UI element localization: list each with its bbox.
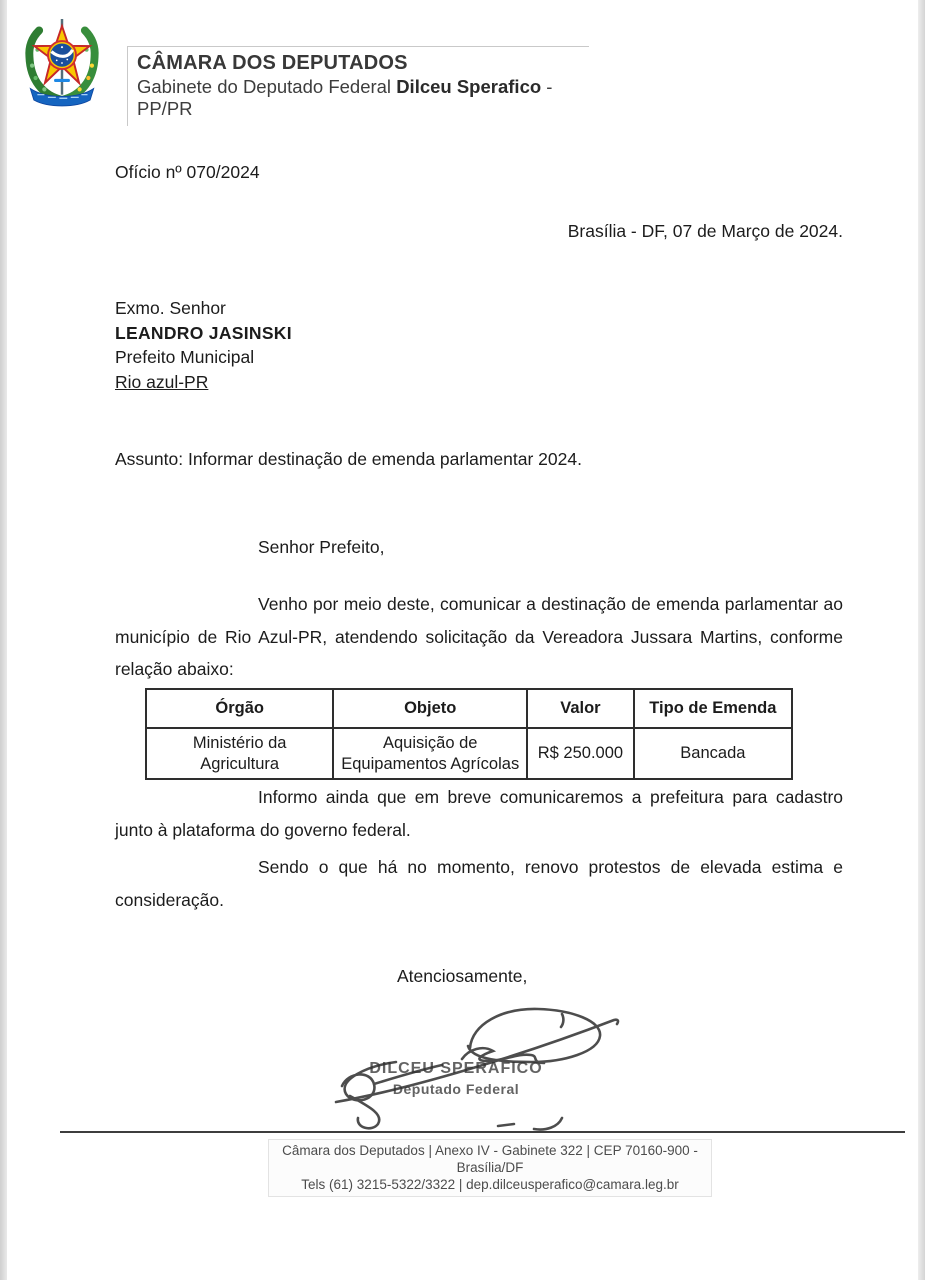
footer-line-2: Tels (61) 3215-5322/3322 | dep.dilceusperafico@camara.leg.br [301, 1177, 679, 1192]
office-line-prefix: Gabinete do Deputado Federal [137, 76, 397, 97]
dateline: Brasília - DF, 07 de Março de 2024. [567, 221, 843, 241]
footer-rule [60, 1131, 905, 1133]
page-edge-right [918, 0, 925, 1280]
body-paragraph-1: Venho por meio deste, comunicar a destinação de emenda parlamentar ao município de Rio Azul-PR, atendendo solicitação da Vereadora Jussara Martins, conforme relação abaixo: [115, 594, 843, 679]
signatory-name: DILCEU SPERAFICO [369, 1060, 543, 1077]
funding-table [145, 688, 793, 780]
footer-box [268, 1139, 712, 1197]
signatory-title: Deputado Federal [392, 1081, 520, 1097]
coat-of-arms-icon [18, 14, 106, 112]
addressee-city: Rio azul-PR [115, 371, 209, 392]
funding-table-wrap [145, 688, 793, 780]
table-header-row [146, 689, 792, 728]
signature-scribble [320, 996, 630, 1138]
addressee-salutation: Exmo. Senhor [115, 298, 226, 318]
office-line [137, 76, 589, 120]
table-header-tipo: Tipo de Emenda [634, 689, 792, 728]
subject-line: Assunto: Informar destinação de emenda parlamentar 2024. [115, 449, 582, 469]
table-header-valor: Valor [527, 689, 634, 728]
table-header-objeto: Objeto [333, 689, 527, 728]
addressee-title: Prefeito Municipal [115, 347, 255, 367]
office-line-suffix: - PP/PR [137, 76, 553, 119]
greeting: Senhor Prefeito, [258, 537, 385, 557]
deputy-name: Dilceu Sperafico [396, 76, 542, 97]
addressee-name: LEANDRO JASINSKI [115, 322, 292, 343]
table-cell-tipo: Bancada [634, 728, 792, 779]
table-row [146, 728, 792, 779]
table-cell-valor: R$ 250.000 [527, 728, 634, 779]
letterhead-frame [127, 46, 589, 126]
body-paragraph-3: Sendo o que há no momento, renovo protestos de elevada estima e consideração. [115, 857, 843, 910]
reference-number: Ofício nº 070/2024 [115, 162, 260, 182]
table-header-orgao: Órgão [146, 689, 333, 728]
org-name: CÂMARA DOS DEPUTADOS [137, 52, 408, 74]
body-paragraph-2: Informo ainda que em breve comunicaremos a prefeitura para cadastro junto à plataforma do governo federal. [115, 787, 843, 840]
table-cell-objeto: Aquisição de Equipamentos Agrícolas [333, 728, 527, 779]
addressee-block [115, 296, 292, 394]
closing: Atenciosamente, [397, 966, 528, 986]
table-cell-orgao: Ministério da Agricultura [146, 728, 333, 779]
footer-line-1: Câmara dos Deputados | Anexo IV - Gabinete 322 | CEP 70160-900 - Brasília/DF [282, 1143, 698, 1175]
page-edge-left [0, 0, 7, 1280]
